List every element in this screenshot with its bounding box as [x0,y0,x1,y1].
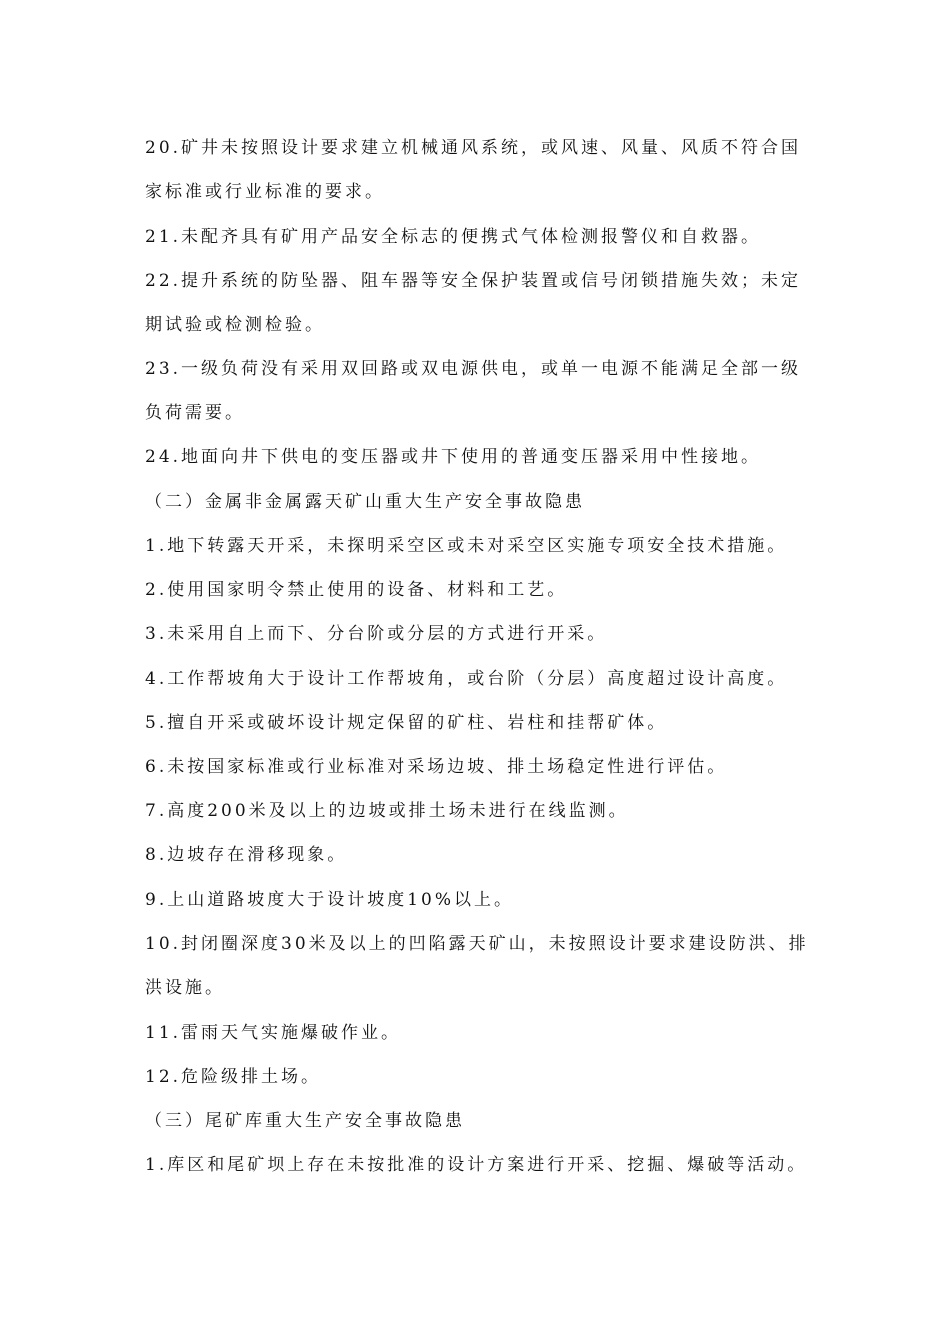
text-line: 9.上山道路坡度大于设计坡度10%以上。 [145,890,515,910]
text-line: 8.边坡存在滑移现象。 [145,845,348,865]
text-line: 22.提升系统的防坠器、阻车器等安全保护装置或信号闭锁措施失效；未定 [145,271,802,291]
text-line: 11.雷雨天气实施爆破作业。 [145,1023,402,1043]
section-heading: （三）尾矿库重大生产安全事故隐患 [145,1111,465,1131]
text-line: 10.封闭圈深度30米及以上的凹陷露天矿山，未按照设计要求建设防洪、排 [145,934,809,954]
section-heading: （二）金属非金属露天矿山重大生产安全事故隐患 [145,492,585,512]
text-line: 7.高度200米及以上的边坡或排土场未进行在线监测。 [145,801,629,821]
text-line: 4.工作帮坡角大于设计工作帮坡角，或台阶（分层）高度超过设计高度。 [145,669,788,689]
text-line: 期试验或检测检验。 [145,315,325,335]
text-line: 20.矿井未按照设计要求建立机械通风系统，或风速、风量、风质不符合国 [145,138,802,158]
text-line: 1.地下转露天开采，未探明采空区或未对采空区实施专项安全技术措施。 [145,536,788,556]
text-line: 23.一级负荷没有采用双回路或双电源供电，或单一电源不能满足全部一级 [145,359,802,379]
text-line: 6.未按国家标准或行业标准对采场边坡、排土场稳定性进行评估。 [145,757,728,777]
text-line: 洪设施。 [145,978,225,998]
text-line: 12.危险级排土场。 [145,1067,322,1087]
text-line: 24.地面向井下供电的变压器或井下使用的普通变压器采用中性接地。 [145,447,762,467]
text-line: 1.库区和尾矿坝上存在未按批准的设计方案进行开采、挖掘、爆破等活动。 [145,1155,808,1175]
text-line: 5.擅自开采或破坏设计规定保留的矿柱、岩柱和挂帮矿体。 [145,713,668,733]
text-line: 家标准或行业标准的要求。 [145,182,385,202]
text-line: 负荷需要。 [145,403,245,423]
text-line: 21.未配齐具有矿用产品安全标志的便携式气体检测报警仪和自救器。 [145,227,762,247]
text-line: 2.使用国家明令禁止使用的设备、材料和工艺。 [145,580,568,600]
text-line: 3.未采用自上而下、分台阶或分层的方式进行开采。 [145,624,608,644]
